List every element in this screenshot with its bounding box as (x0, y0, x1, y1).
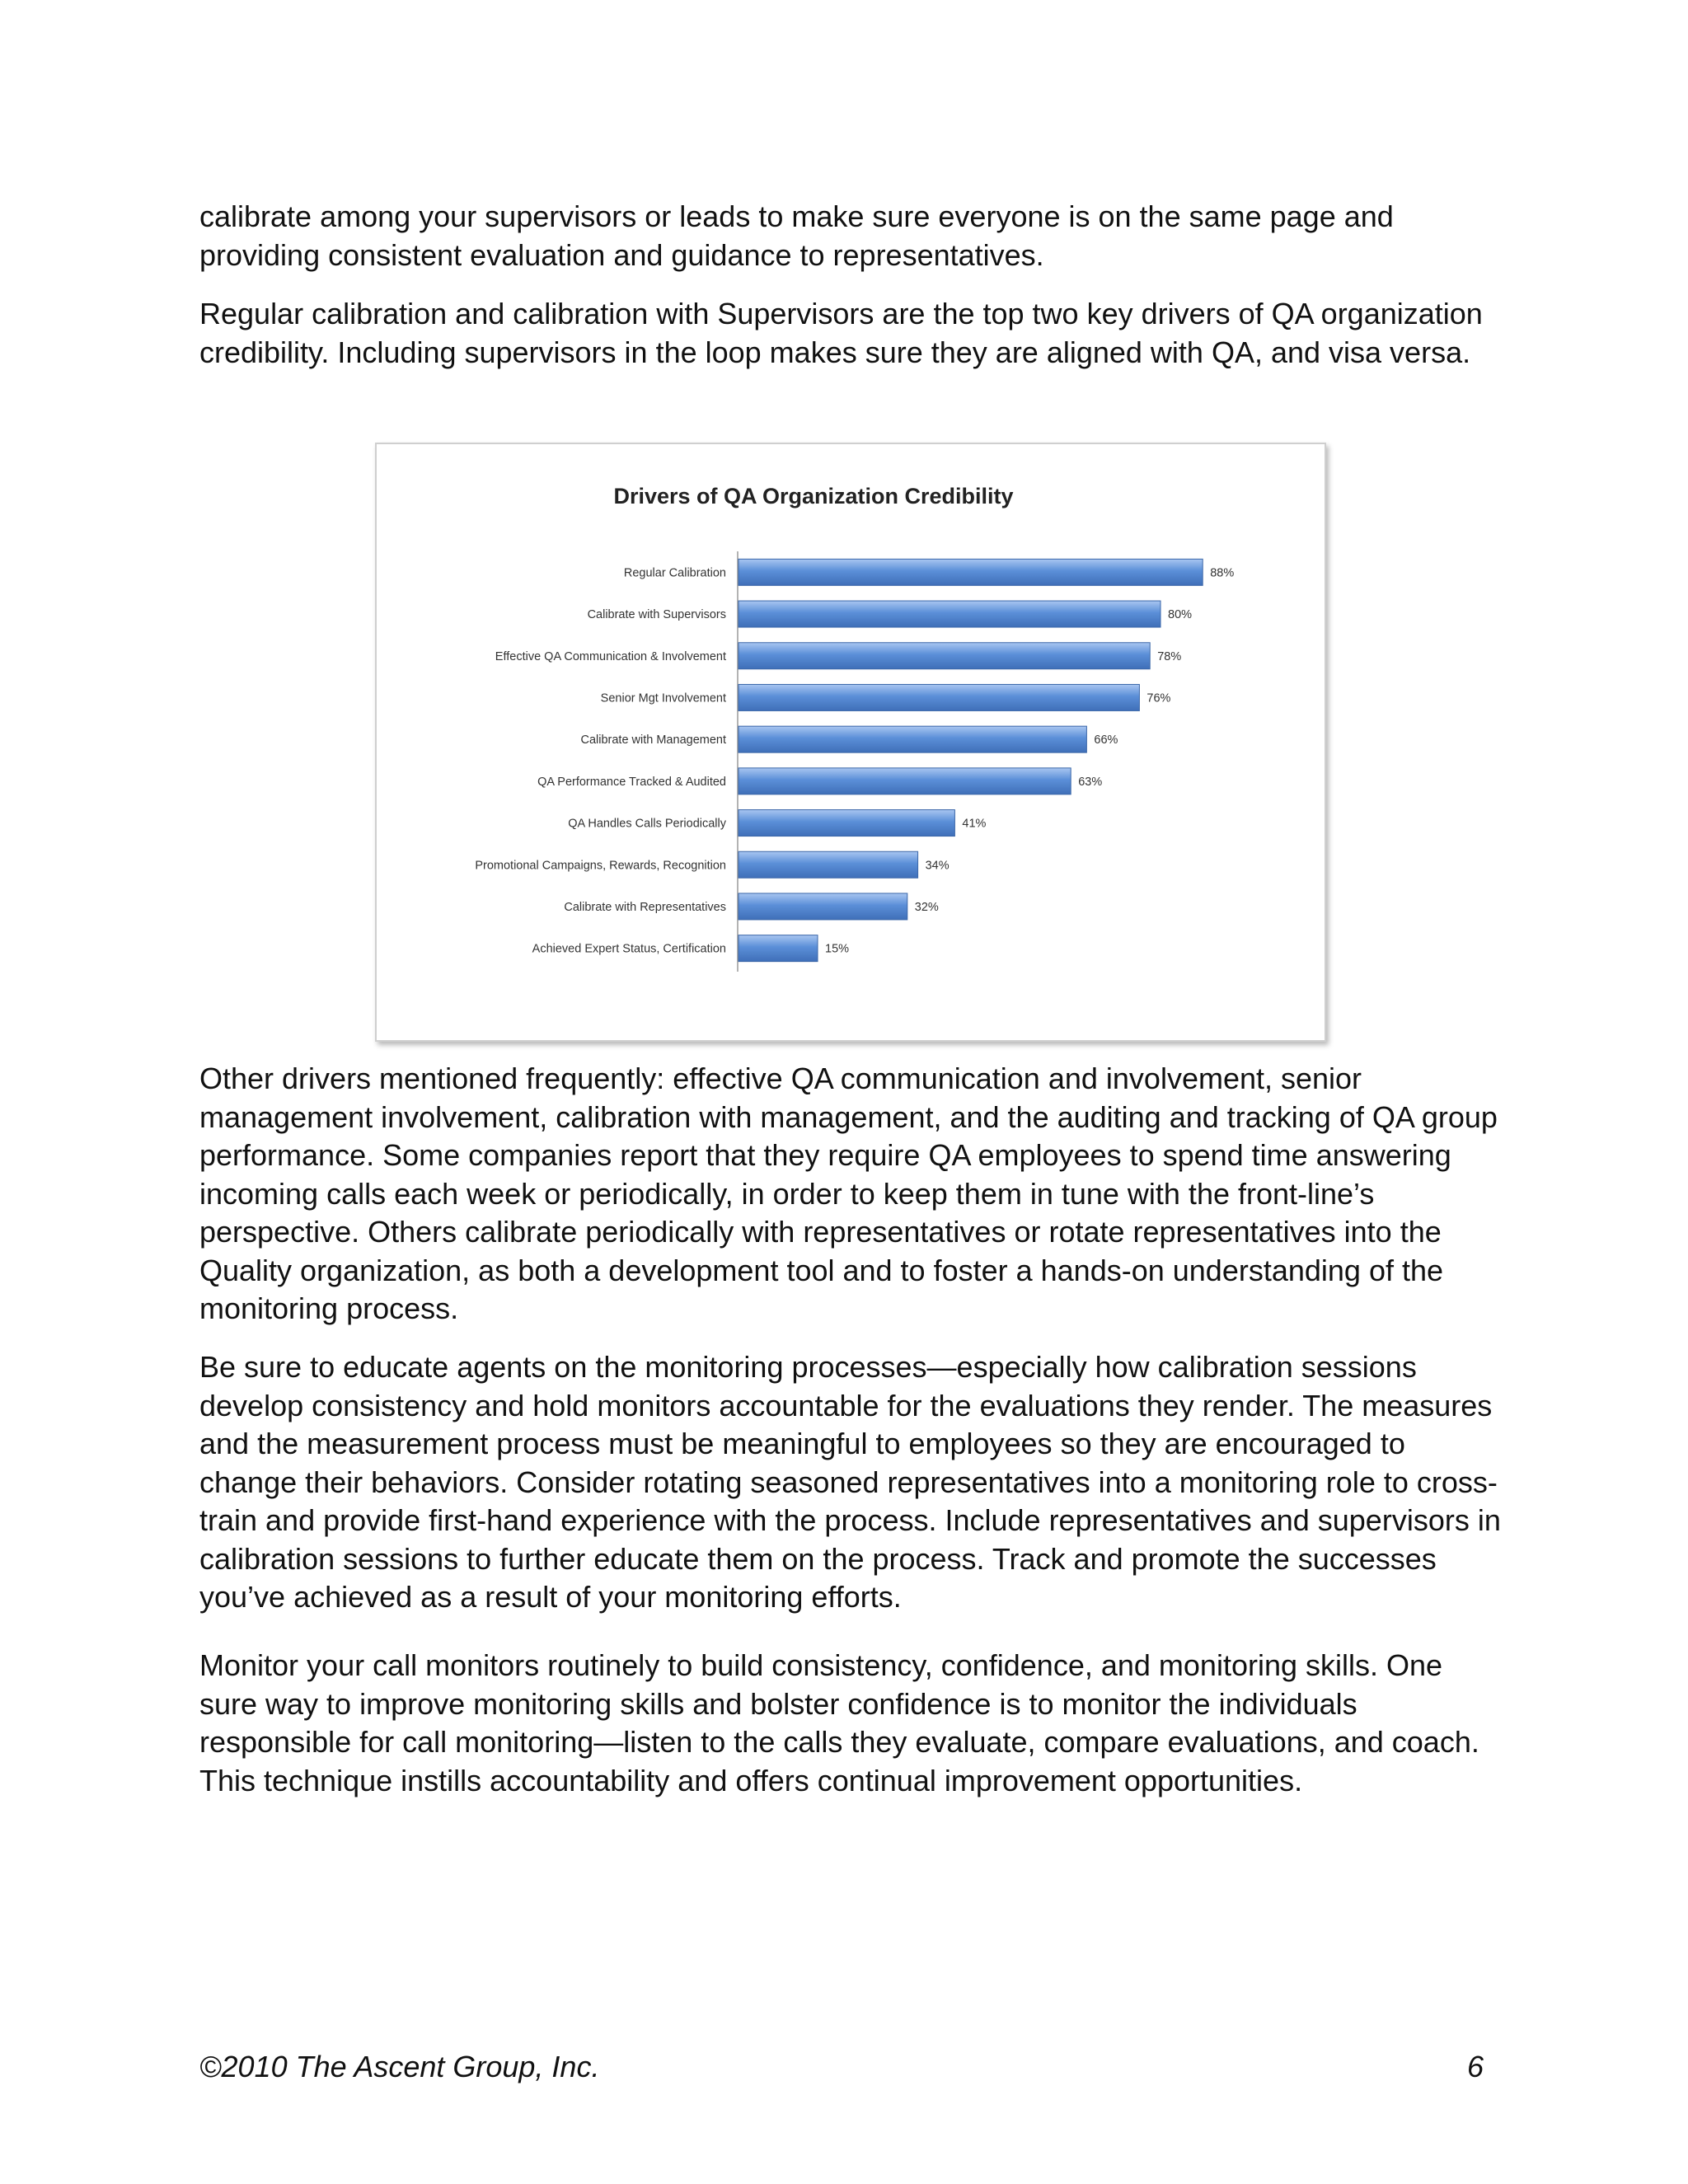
value-label: 80% (1168, 608, 1193, 622)
category-label: Calibrate with Supervisors (587, 608, 726, 622)
footer-copyright: ©2010 The Ascent Group, Inc. (199, 2050, 600, 2083)
value-label: 34% (925, 859, 950, 873)
category-label: QA Handles Calls Periodically (568, 817, 726, 831)
bar (738, 810, 954, 837)
value-label: 76% (1146, 691, 1171, 705)
bar (738, 726, 1086, 752)
page-number: 6 (1466, 2050, 1484, 2083)
value-label: 66% (1094, 733, 1118, 748)
category-label: Promotional Campaigns, Rewards, Recognition (475, 859, 726, 873)
value-label: 88% (1210, 566, 1235, 580)
value-label: 63% (1078, 775, 1103, 789)
value-label: 41% (962, 817, 987, 831)
bar (738, 684, 1139, 710)
bar (738, 935, 818, 962)
paragraph-calibrate-supervisors: calibrate among your supervisors or leads to make sure everyone is on the same page and providing consistent evaluation and guidance to representatives. (199, 199, 1394, 272)
credibility-chart-svg (377, 444, 1325, 1040)
chart-marks (475, 559, 1234, 961)
chart-title: Drivers of QA Organization Credibility (613, 484, 1014, 509)
bar (738, 643, 1150, 669)
value-label: 32% (914, 900, 939, 914)
value-label: 78% (1157, 649, 1182, 663)
category-label: Achieved Expert Status, Certification (532, 942, 726, 956)
bar (738, 601, 1160, 627)
bar (738, 768, 1071, 794)
category-label: Effective QA Communication & Involvement (495, 649, 726, 663)
paragraph-other-drivers: Other drivers mentioned frequently: effective QA communication and involvement, senior management involvement, calibration with management, and the auditing and tracking of QA group performance. Some companies report that they require QA employees to spend time answering incoming calls each week or periodically, in order to keep them in tune with the front-line’s perspective. Others calibrate periodically with representatives or rotate representatives into the Quality organization, as both a development tool and to foster a hands-on understanding of the monitoring process. (199, 1062, 1498, 1325)
paragraph-key-drivers: Regular calibration and calibration with Supervisors are the top two key drivers of QA organization credibility. Including supervisors in the loop makes sure they are aligned with QA, and visa versa. (199, 297, 1483, 369)
paragraph-educate-agents: Be sure to educate agents on the monitoring processes—especially how calibration sessions develop consistency and hold monitors accountable for the evaluations they render. The measures and the measurement process must be meaningful to employees so they are encouraged to change their behaviors. Consider rotating seasoned representatives into a monitoring role to cross-train and provide first-hand experience with the process. Include representatives and supervisors in calibration sessions to further educate them on the process. Track and promote the successes you’ve achieved as a result of your monitoring efforts. (199, 1350, 1501, 1614)
paragraph-monitor-monitors: Monitor your call monitors routinely to build consistency, confidence, and monitoring skills. One sure way to improve monitoring skills and bolster confidence is to monitor the individuals responsible for call monitoring—listen to the calls they evaluate, compare evaluations, and coach. This technique instills accountability and offers continual improvement opportunities. (199, 1648, 1479, 1797)
category-label: Regular Calibration (623, 566, 726, 580)
category-label: Senior Mgt Involvement (600, 691, 726, 705)
category-label: QA Performance Tracked & Audited (537, 775, 726, 789)
category-label: Calibrate with Representatives (564, 900, 726, 914)
bar (738, 851, 918, 878)
credibility-chart (375, 443, 1326, 1042)
bar (738, 559, 1203, 585)
value-label: 15% (825, 942, 850, 956)
category-label: Calibrate with Management (580, 733, 726, 748)
bar (738, 893, 907, 920)
